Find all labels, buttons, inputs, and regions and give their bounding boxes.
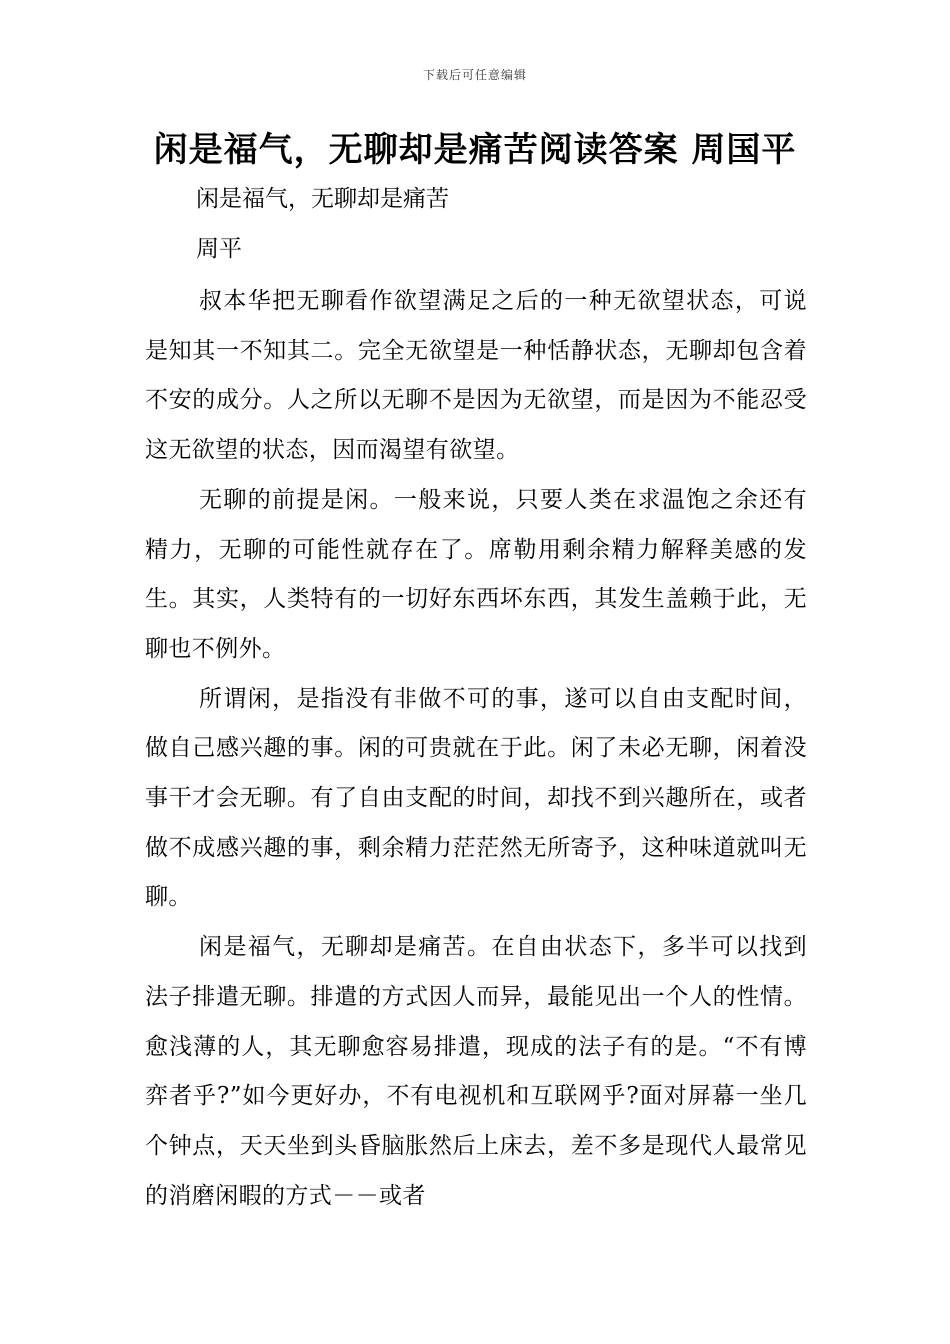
document-title: 闲是福气，无聊却是痛苦阅读答案 周国平 [153,130,797,170]
paragraph-1: 叔本华把无聊看作欲望满足之后的一种无欲望状态，可说是知其一不知其二。完全无欲望是一种恬静状态，无聊却包含着不安的成分。人之所以无聊不是因为无欲望，而是因为不能忍受这无欲望的状态，因而渴望有欲望。 [145,288,807,464]
paragraph-3: 所谓闲，是指没有非做不可的事，遂可以自由支配时间，做自己感兴趣的事。闲的可贵就在于此。闲了未必无聊，闲着没事干才会无聊。有了自由支配的时间，却找不到兴趣所在，或者做不成感兴趣的事，剩余精力茫茫然无所寄予，这种味道就叫无聊。 [145,685,807,911]
header-note: 下载后可任意编辑 [422,68,527,82]
article-author: 周平 [196,236,242,262]
paragraph-2: 无聊的前提是闲。一般来说，只要人类在求温饱之余还有精力，无聊的可能性就存在了。席勒用剩余精力解释美感的发生。其实，人类特有的一切好东西坏东西，其发生盖赖于此，无聊也不例外。 [145,486,807,662]
article-subtitle: 闲是福气，无聊却是痛苦 [196,186,449,212]
paragraph-4: 闲是福气，无聊却是痛苦。在自由状态下，多半可以找到法子排遣无聊。排遣的方式因人而异，最能见出一个人的性情。愈浅薄的人，其无聊愈容易排遣，现成的法子有的是。“不有博弈者乎?”如今更好办，不有电视机和互联网乎?面对屏幕一坐几个钟点，天天坐到头昏脑胀然后上床去，差不多是现代人最常见的消磨闲暇的方式－－或者 [145,934,807,1209]
article-body [145,277,807,1221]
